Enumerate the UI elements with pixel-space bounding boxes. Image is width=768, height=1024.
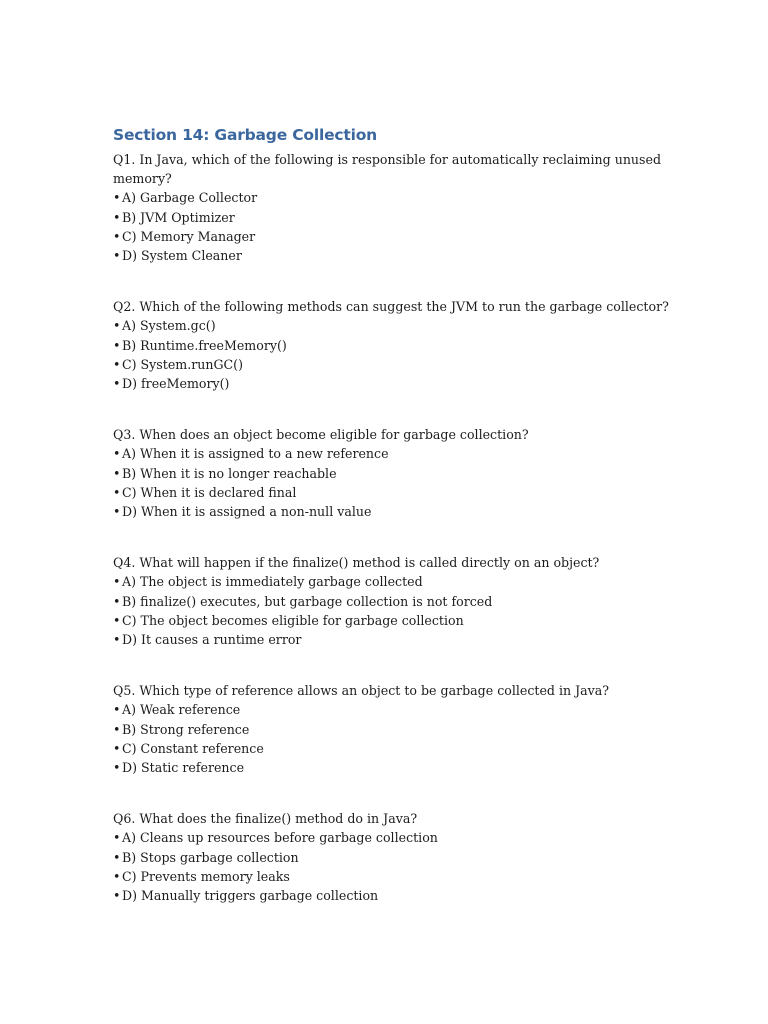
option-label: D) Manually triggers garbage collection <box>122 888 379 904</box>
bullet-icon: • <box>113 504 121 520</box>
option-label: B) JVM Optimizer <box>122 209 235 225</box>
option-label: A) When it is assigned to a new reference <box>122 446 389 462</box>
bullet-icon: • <box>113 248 121 264</box>
question-6 <box>113 809 673 905</box>
bullet-icon: • <box>113 337 121 353</box>
bullet-icon: • <box>113 849 121 865</box>
question-text: Q5. Which type of reference allows an object to be garbage collected in Java? <box>113 683 610 699</box>
option-label: B) Runtime.freeMemory() <box>122 337 287 353</box>
bullet-icon: • <box>113 593 121 609</box>
bullet-icon: • <box>113 376 121 392</box>
question-4 <box>113 553 673 649</box>
bullet-icon: • <box>113 888 121 904</box>
bullet-icon: • <box>113 465 121 481</box>
question-text: Q1. In Java, which of the following is responsible for automatically reclaiming unused memory? <box>113 152 662 187</box>
option-a <box>113 188 673 207</box>
bullet-icon: • <box>113 209 121 225</box>
option-label: D) Static reference <box>122 760 245 776</box>
question-text: Q4. What will happen if the finalize() method is called directly on an object? <box>113 555 600 571</box>
question-1 <box>113 150 673 265</box>
option-b <box>113 848 673 867</box>
bullet-icon: • <box>113 868 121 884</box>
option-a <box>113 572 673 591</box>
bullet-icon: • <box>113 574 121 590</box>
question-5 <box>113 681 673 777</box>
option-d <box>113 246 673 265</box>
bullet-icon: • <box>113 740 121 756</box>
bullet-icon: • <box>113 446 121 462</box>
bullet-icon: • <box>113 632 121 648</box>
question-text: Q6. What does the finalize() method do in Java? <box>113 811 418 827</box>
option-label: C) When it is declared final <box>122 484 297 500</box>
option-d <box>113 374 673 393</box>
option-label: B) Strong reference <box>122 721 250 737</box>
option-c <box>113 355 673 374</box>
option-c <box>113 611 673 630</box>
bullet-icon: • <box>113 760 121 776</box>
option-label: C) Prevents memory leaks <box>122 868 290 884</box>
option-label: D) It causes a runtime error <box>122 632 302 648</box>
bullet-icon: • <box>113 484 121 500</box>
option-c <box>113 227 673 246</box>
option-label: B) finalize() executes, but garbage collection is not forced <box>122 593 493 609</box>
option-label: A) The object is immediately garbage collected <box>122 574 423 590</box>
option-a <box>113 316 673 335</box>
bullet-icon: • <box>113 190 121 206</box>
option-c <box>113 483 673 502</box>
option-label: A) System.gc() <box>122 318 216 334</box>
option-b <box>113 208 673 227</box>
option-label: D) System Cleaner <box>122 248 242 264</box>
option-a <box>113 828 673 847</box>
bullet-icon: • <box>113 612 121 628</box>
option-a <box>113 700 673 719</box>
option-label: B) Stops garbage collection <box>122 849 299 865</box>
option-b <box>113 336 673 355</box>
option-label: D) When it is assigned a non-null value <box>122 504 372 520</box>
bullet-icon: • <box>113 228 121 244</box>
option-label: C) Constant reference <box>122 740 264 756</box>
option-label: A) Weak reference <box>122 702 241 718</box>
question-text: Q2. Which of the following methods can suggest the JVM to run the garbage collector? <box>113 299 669 315</box>
option-label: B) When it is no longer reachable <box>122 465 337 481</box>
bullet-icon: • <box>113 318 121 334</box>
section-heading: Section 14: Garbage Collection <box>113 126 377 144</box>
bullet-icon: • <box>113 356 121 372</box>
bullet-icon: • <box>113 721 121 737</box>
option-b <box>113 720 673 739</box>
document-content <box>113 124 673 937</box>
option-d <box>113 886 673 905</box>
option-label: C) Memory Manager <box>122 228 256 244</box>
question-2 <box>113 297 673 393</box>
bullet-icon: • <box>113 830 121 846</box>
question-text: Q3. When does an object become eligible for garbage collection? <box>113 427 529 443</box>
option-a <box>113 444 673 463</box>
question-3 <box>113 425 673 521</box>
option-label: C) System.runGC() <box>122 356 243 372</box>
option-d <box>113 758 673 777</box>
option-label: A) Garbage Collector <box>122 190 258 206</box>
option-d <box>113 502 673 521</box>
option-label: D) freeMemory() <box>122 376 230 392</box>
option-b <box>113 592 673 611</box>
option-b <box>113 464 673 483</box>
option-label: C) The object becomes eligible for garbage collection <box>122 612 464 628</box>
option-label: A) Cleans up resources before garbage collection <box>122 830 438 846</box>
bullet-icon: • <box>113 702 121 718</box>
option-c <box>113 867 673 886</box>
option-c <box>113 739 673 758</box>
option-d <box>113 630 673 649</box>
